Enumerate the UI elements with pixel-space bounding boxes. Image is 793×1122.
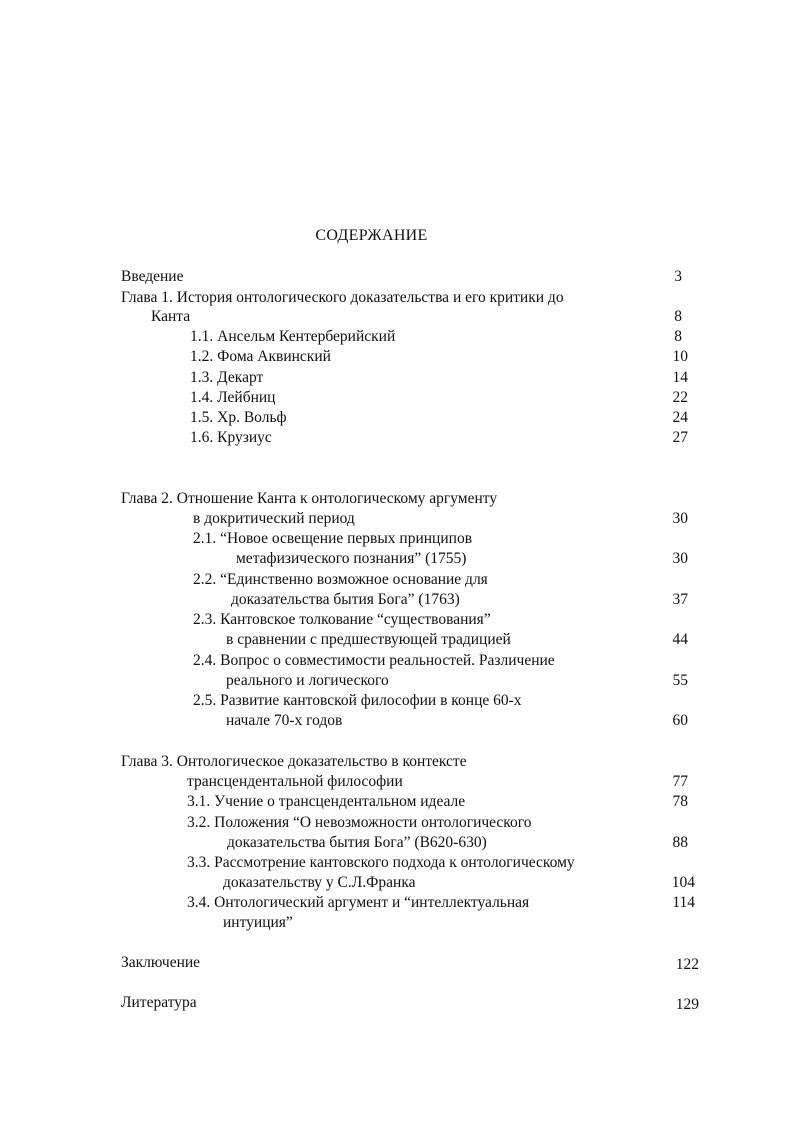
toc-entry-3-2-line-1: 3.2. Положения “О невозможности онтологического: [187, 814, 532, 831]
toc-page-1-5: 24: [672, 409, 688, 426]
toc-page-1-4: 22: [672, 389, 688, 406]
toc-entry-literature: Литература: [121, 994, 197, 1011]
toc-entry-2-5-line-2: начале 70-х годов: [226, 712, 343, 729]
toc-entry-2-1-line-1: 2.1. “Новое освещение первых принципов: [193, 530, 473, 547]
toc-entry-2-1-line-2: метафизического познания” (1755): [236, 550, 467, 567]
toc-entry-1-6: 1.6. Крузиус: [190, 429, 272, 446]
toc-page-3-2: 88: [672, 834, 688, 851]
toc-entry-1-4: 1.4. Лейбниц: [190, 389, 276, 406]
toc-chapter-2-line-2: в докритический период: [193, 510, 355, 527]
toc-entry-2-2-line-1: 2.2. “Единственно возможное основание для: [193, 571, 488, 588]
toc-page-literature: 129: [675, 996, 699, 1013]
toc-entry-2-3-line-2: в сравнении с предшествующей традицией: [226, 631, 511, 648]
toc-page-intro: 3: [674, 268, 682, 285]
toc-page-3-1: 78: [672, 793, 688, 810]
toc-entry-3-1: 3.1. Учение о трансцендентальном идеале: [187, 793, 466, 810]
toc-page-2-5: 60: [672, 712, 688, 729]
toc-entry-2-4-line-1: 2.4. Вопрос о совместимости реальностей. Различение: [193, 652, 555, 669]
toc-entry-intro: Введение: [121, 268, 184, 285]
toc-entry-conclusion: Заключение: [121, 954, 201, 971]
toc-title: СОДЕРЖАНИЕ: [315, 227, 428, 244]
toc-page-conclusion: 122: [675, 956, 699, 973]
toc-page-1-3: 14: [672, 369, 688, 386]
toc-entry-2-2-line-2: доказательства бытия Бога” (1763): [231, 591, 460, 608]
toc-entry-3-2-line-2: доказательства бытия Бога” (В620-630): [227, 834, 487, 851]
toc-page-chapter-1: 8: [674, 308, 682, 325]
toc-chapter-2-line-1: Глава 2. Отношение Канта к онтологическому аргументу: [121, 490, 498, 507]
toc-page-3-4: 114: [672, 894, 695, 911]
toc-page-1-6: 27: [672, 429, 688, 446]
toc-page-chapter-3: 77: [672, 773, 688, 790]
toc-entry-1-5: 1.5. Хр. Вольф: [190, 409, 287, 426]
toc-chapter-3-line-1: Глава 3. Онтологическое доказательство в контексте: [121, 753, 467, 770]
toc-entry-3-3-line-2: доказательству у С.Л.Франка: [223, 874, 416, 891]
toc-page-3-3: 104: [671, 874, 695, 891]
toc-page-2-1: 30: [672, 550, 688, 567]
toc-chapter-1-line-1: Глава 1. История онтологического доказательства и его критики до: [121, 289, 564, 306]
toc-page-2-2: 37: [672, 591, 688, 608]
toc-entry-3-4-line-1: 3.4. Онтологический аргумент и “интеллектуальная: [187, 894, 530, 911]
toc-entry-3-4-line-2: интуиция”: [223, 914, 293, 931]
toc-page-2-3: 44: [672, 631, 688, 648]
toc-entry-1-1: 1.1. Ансельм Кентерберийский: [190, 328, 396, 345]
toc-entry-2-5-line-1: 2.5. Развитие кантовской философии в конце 60-х: [193, 692, 522, 709]
toc-entry-2-3-line-1: 2.3. Кантовское толкование “существования”: [193, 611, 491, 628]
toc-entry-2-4-line-2: реального и логического: [226, 672, 389, 689]
toc-page-2-4: 55: [672, 672, 688, 689]
toc-entry-1-2: 1.2. Фома Аквинский: [190, 348, 331, 365]
toc-page-chapter-2: 30: [672, 510, 688, 527]
toc-chapter-3-line-2: трансцендентальной философии: [187, 773, 403, 790]
toc-page-1-1: 8: [674, 328, 682, 345]
toc-chapter-1-line-2: Канта: [151, 308, 191, 325]
toc-entry-3-3-line-1: 3.3. Рассмотрение кантовского подхода к онтологическому: [187, 854, 575, 871]
toc-entry-1-3: 1.3. Декарт: [190, 369, 264, 386]
toc-page-1-2: 10: [672, 348, 688, 365]
